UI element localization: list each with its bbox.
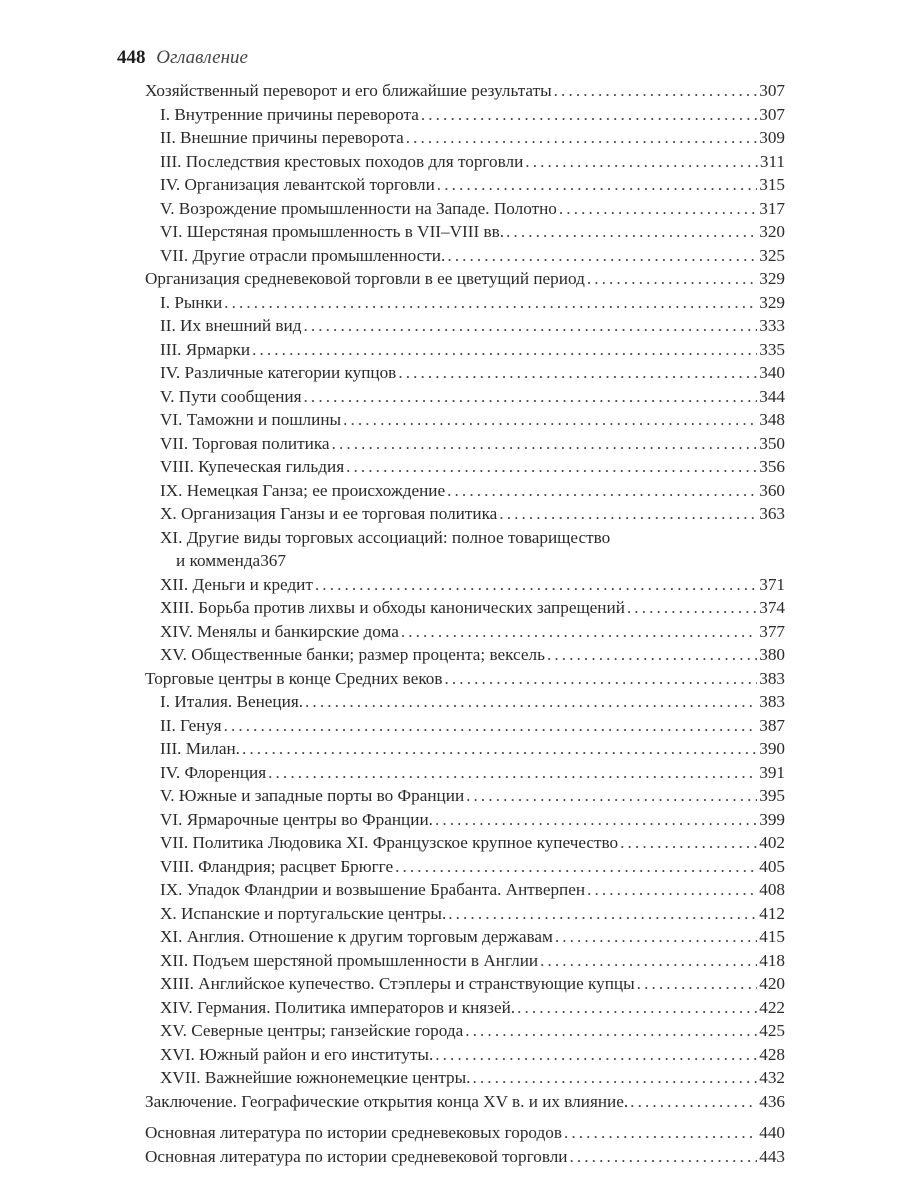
dot-leader xyxy=(555,925,757,949)
toc-entry-title: XVII. Важнейшие южнонемецкие центры. xyxy=(160,1068,471,1087)
dot-leader xyxy=(398,361,757,385)
toc-page-number: 432 xyxy=(759,1068,785,1087)
dot-leader xyxy=(305,690,757,714)
dot-leader xyxy=(540,949,757,973)
toc-section[interactable] xyxy=(145,220,785,244)
dot-leader xyxy=(465,1019,757,1043)
dot-leader xyxy=(268,761,757,785)
toc-page-number: 317 xyxy=(759,198,785,218)
toc-section[interactable] xyxy=(145,972,785,996)
dot-leader xyxy=(620,831,757,855)
toc-page-number: 418 xyxy=(759,950,785,970)
toc-chapter[interactable] xyxy=(145,1090,785,1114)
dot-leader xyxy=(627,596,757,620)
toc-entry-title: XI. Англия. Отношение к другим торговым державам xyxy=(160,927,553,946)
toc-chapter[interactable] xyxy=(145,667,785,691)
dot-leader xyxy=(559,197,757,221)
toc-section[interactable] xyxy=(145,432,785,456)
toc-page-number: 443 xyxy=(759,1146,785,1166)
toc-entry-title: Хозяйственный переворот и его ближайшие результаты xyxy=(145,81,552,100)
toc-entry-title-continued: и коммендa xyxy=(176,551,261,570)
toc-page-number: 311 xyxy=(759,151,785,171)
toc-entry-title: III. Ярмарки xyxy=(160,339,251,359)
dot-leader xyxy=(447,244,757,268)
running-title: Оглавление xyxy=(156,47,248,68)
toc-page-number: 408 xyxy=(759,880,785,899)
toc-section[interactable] xyxy=(145,784,785,808)
toc-section[interactable] xyxy=(145,173,785,197)
dot-leader xyxy=(466,784,757,808)
toc-entry-title: VI. Шерстяная промышленность в VII–VIII вв. xyxy=(160,222,505,241)
toc-entry-title: VII. Другие отрасли промышленности. xyxy=(160,245,446,265)
toc-section[interactable] xyxy=(145,150,785,174)
toc-section[interactable] xyxy=(145,878,785,902)
toc-entry-title: I. Внутренние причины переворота xyxy=(160,104,419,124)
toc-section[interactable] xyxy=(145,902,785,926)
toc-page-number: 422 xyxy=(759,997,785,1017)
toc-entry-title: XII. Подъем шерстяной промышленности в Англии xyxy=(160,950,539,970)
dot-leader xyxy=(506,220,757,244)
dot-leader xyxy=(630,1090,757,1114)
dot-leader xyxy=(517,996,757,1020)
dot-leader xyxy=(564,1121,757,1145)
toc-section[interactable] xyxy=(145,314,785,338)
dot-leader xyxy=(587,878,757,902)
toc-page-number: 425 xyxy=(759,1021,785,1040)
toc-section[interactable] xyxy=(145,385,785,409)
toc-section[interactable] xyxy=(145,620,785,644)
toc-section[interactable] xyxy=(145,1019,785,1043)
toc-entry-title: VIII. Фландрия; расцвет Брюгге xyxy=(160,856,394,876)
toc-page-number: 390 xyxy=(759,739,785,758)
toc-section[interactable] xyxy=(145,361,785,385)
toc-section[interactable] xyxy=(145,925,785,949)
running-header xyxy=(117,46,248,70)
toc-page-number: 383 xyxy=(759,668,785,688)
toc-page-number: 344 xyxy=(759,386,785,406)
toc-entry-title: XV. Северные центры; ганзейские города xyxy=(160,1021,464,1040)
toc-page-number: 329 xyxy=(759,292,785,312)
dot-leader xyxy=(224,291,757,315)
toc-section[interactable] xyxy=(145,996,785,1020)
toc-page-number: 340 xyxy=(759,363,785,382)
toc-entry-title: I. Италия. Венеция. xyxy=(160,692,304,711)
dot-leader xyxy=(547,643,757,667)
toc-page-number: 440 xyxy=(759,1123,785,1142)
toc-chapter[interactable] xyxy=(145,1121,785,1145)
dot-leader xyxy=(242,737,757,761)
dot-leader xyxy=(406,126,758,150)
toc-section[interactable] xyxy=(145,831,785,855)
toc-section[interactable] xyxy=(145,949,785,973)
toc-page-number: 377 xyxy=(759,621,785,641)
dot-leader xyxy=(421,103,757,127)
toc-entry-title: VIII. Купеческая гильдия xyxy=(160,457,345,476)
toc-section[interactable] xyxy=(145,1066,785,1090)
toc-section[interactable] xyxy=(145,761,785,785)
toc-entry-title: XVI. Южный район и его институты. xyxy=(160,1044,434,1064)
toc-entry-title: Заключение. Географические открытия конца XV в. и их влияние. xyxy=(145,1091,629,1111)
toc-section[interactable] xyxy=(145,197,785,221)
toc-section[interactable] xyxy=(145,596,785,620)
toc-entry-title: V. Южные и западные порты во Франции xyxy=(160,786,465,805)
dot-leader xyxy=(224,714,758,738)
toc-page-number: 350 xyxy=(759,433,785,453)
toc-entry-title: IV. Различные категории купцов xyxy=(160,363,397,382)
dot-leader xyxy=(447,479,757,503)
dot-leader xyxy=(303,314,757,338)
toc-entry-title: XIV. Германия. Политика императоров и князей. xyxy=(160,997,516,1017)
dot-leader xyxy=(346,455,757,479)
toc-page-number: 415 xyxy=(759,927,785,946)
toc-page-number: 391 xyxy=(759,762,785,782)
toc-entry-title: X. Организация Ганзы и ее торговая политика xyxy=(160,504,498,523)
toc-entry-title: Торговые центры в конце Средних веков xyxy=(145,668,443,688)
toc-chapter[interactable] xyxy=(145,1145,785,1169)
toc-entry-title: II. Их внешний вид xyxy=(160,316,302,335)
toc-section[interactable] xyxy=(145,502,785,526)
toc-page-number: 371 xyxy=(759,574,785,594)
toc-entry-title: VII. Торговая политика xyxy=(160,433,330,453)
dot-leader xyxy=(499,502,757,526)
toc-page-number: 320 xyxy=(759,222,785,241)
toc-page-number: 395 xyxy=(759,786,785,805)
toc-page-number: 348 xyxy=(759,410,785,429)
dot-leader xyxy=(554,79,758,103)
toc-entry-title: III. Последствия крестовых походов для торговли xyxy=(160,151,524,171)
toc-page-number: 374 xyxy=(759,598,785,617)
dot-leader xyxy=(252,338,757,362)
dot-leader xyxy=(435,1043,757,1067)
toc-page-number: 428 xyxy=(759,1044,785,1064)
toc-section[interactable] xyxy=(145,643,785,667)
dot-leader xyxy=(448,902,757,926)
toc-entry-title: IX. Немецкая Ганза; ее происхождение xyxy=(160,480,446,500)
toc-section[interactable] xyxy=(145,737,785,761)
toc-page-number: 329 xyxy=(759,269,785,288)
toc-chapter[interactable] xyxy=(145,267,785,291)
toc-page-number: 356 xyxy=(759,457,785,476)
toc-entry-title: V. Пути сообщения xyxy=(160,386,302,406)
toc-page-number: 412 xyxy=(759,903,785,923)
dot-leader xyxy=(401,620,757,644)
toc-page-number: 333 xyxy=(759,316,785,335)
toc-entry-title: VII. Политика Людовика XI. Французское крупное купечество xyxy=(160,833,619,852)
toc-entry-title: XIII. Борьба против лихвы и обходы канонических запрещений xyxy=(160,598,625,617)
toc-page-number: 335 xyxy=(759,339,785,359)
dot-leader xyxy=(437,173,757,197)
toc-section[interactable] xyxy=(145,855,785,879)
toc-chapter[interactable] xyxy=(145,79,785,103)
dot-leader xyxy=(637,972,758,996)
toc-section[interactable] xyxy=(145,573,785,597)
toc-section[interactable] xyxy=(145,455,785,479)
toc-page-number: 402 xyxy=(759,833,785,852)
dot-leader xyxy=(587,267,757,291)
toc-page-number: 307 xyxy=(759,81,785,100)
toc-page-number: 436 xyxy=(759,1091,785,1111)
section-gap xyxy=(145,1113,785,1121)
toc-entry-title: VI. Ярмарочные центры во Франции. xyxy=(160,809,433,829)
toc-entry-title: II. Внешние причины переворота xyxy=(160,128,404,147)
toc-entry-title: XIII. Английское купечество. Стэплеры и странствующие купцы xyxy=(160,974,635,993)
toc-page-number: 360 xyxy=(759,480,785,500)
toc-section[interactable] xyxy=(145,1043,785,1067)
toc-entry-title: IX. Упадок Фландрии и возвышение Брабанта. Антверпен xyxy=(160,880,586,899)
toc-section[interactable] xyxy=(145,690,785,714)
dot-leader xyxy=(570,1145,758,1169)
toc-entry-title: XV. Общественные банки; размер процента; вексель xyxy=(160,645,545,664)
dot-leader xyxy=(445,667,758,691)
toc-page-number: 399 xyxy=(759,809,785,829)
toc-entry-title: IV. Организация левантской торговли xyxy=(160,175,435,194)
dot-leader xyxy=(343,408,757,432)
toc-entry-title: XI. Другие виды торговых ассоциаций: полное товарищество xyxy=(160,527,611,547)
toc-page-number: 325 xyxy=(759,245,785,265)
toc-page-number: 405 xyxy=(759,856,785,876)
toc-section[interactable] xyxy=(145,338,785,362)
toc-page-number: 367 xyxy=(260,551,286,570)
toc-entry-title: III. Милан. xyxy=(160,739,240,758)
toc-entry-title: Основная литература по истории средневековых городов xyxy=(145,1123,562,1142)
toc-page-number: 420 xyxy=(759,974,785,993)
dot-leader xyxy=(332,432,758,456)
toc-page-number: 309 xyxy=(759,128,785,147)
toc-entry-title: Организация средневековой торговли в ее цветущий период xyxy=(145,269,585,288)
toc-section[interactable] xyxy=(145,408,785,432)
dot-leader xyxy=(435,808,757,832)
toc-entry-title: XII. Деньги и кредит xyxy=(160,574,313,594)
toc-section[interactable] xyxy=(145,244,785,268)
toc-section[interactable] xyxy=(145,479,785,503)
toc-section[interactable] xyxy=(145,808,785,832)
toc-page-number: 363 xyxy=(759,504,785,523)
toc-page-number: 380 xyxy=(759,645,785,664)
toc-entry-title: V. Возрождение промышленности на Западе. Полотно xyxy=(160,198,557,218)
dot-leader xyxy=(315,573,757,597)
toc-page-number: 315 xyxy=(759,175,785,194)
toc-entry-title: XIV. Менялы и банкирские дома xyxy=(160,621,399,641)
toc-entry-title: VI. Таможни и пошлины xyxy=(160,410,342,429)
toc-page-number: 387 xyxy=(759,715,785,735)
toc-entry-title: I. Рынки xyxy=(160,292,223,312)
toc-section[interactable] xyxy=(145,126,785,150)
toc-entry-title: X. Испанские и португальские центры. xyxy=(160,903,447,923)
toc-page-number: 383 xyxy=(759,692,785,711)
toc-section[interactable] xyxy=(145,291,785,315)
toc-section[interactable] xyxy=(145,526,785,573)
toc-section[interactable] xyxy=(145,103,785,127)
toc-section[interactable] xyxy=(145,714,785,738)
toc-page-number: 307 xyxy=(759,104,785,124)
toc-entry-title: Основная литература по истории средневековой торговли xyxy=(145,1146,568,1166)
dot-leader xyxy=(525,150,758,174)
dot-leader xyxy=(304,385,758,409)
toc-entry-title: IV. Флоренция xyxy=(160,762,267,782)
page-number: 448 xyxy=(117,47,146,68)
dot-leader xyxy=(395,855,757,879)
toc-entry-title: II. Генуя xyxy=(160,715,222,735)
dot-leader xyxy=(472,1066,757,1090)
table-of-contents xyxy=(145,79,785,1168)
